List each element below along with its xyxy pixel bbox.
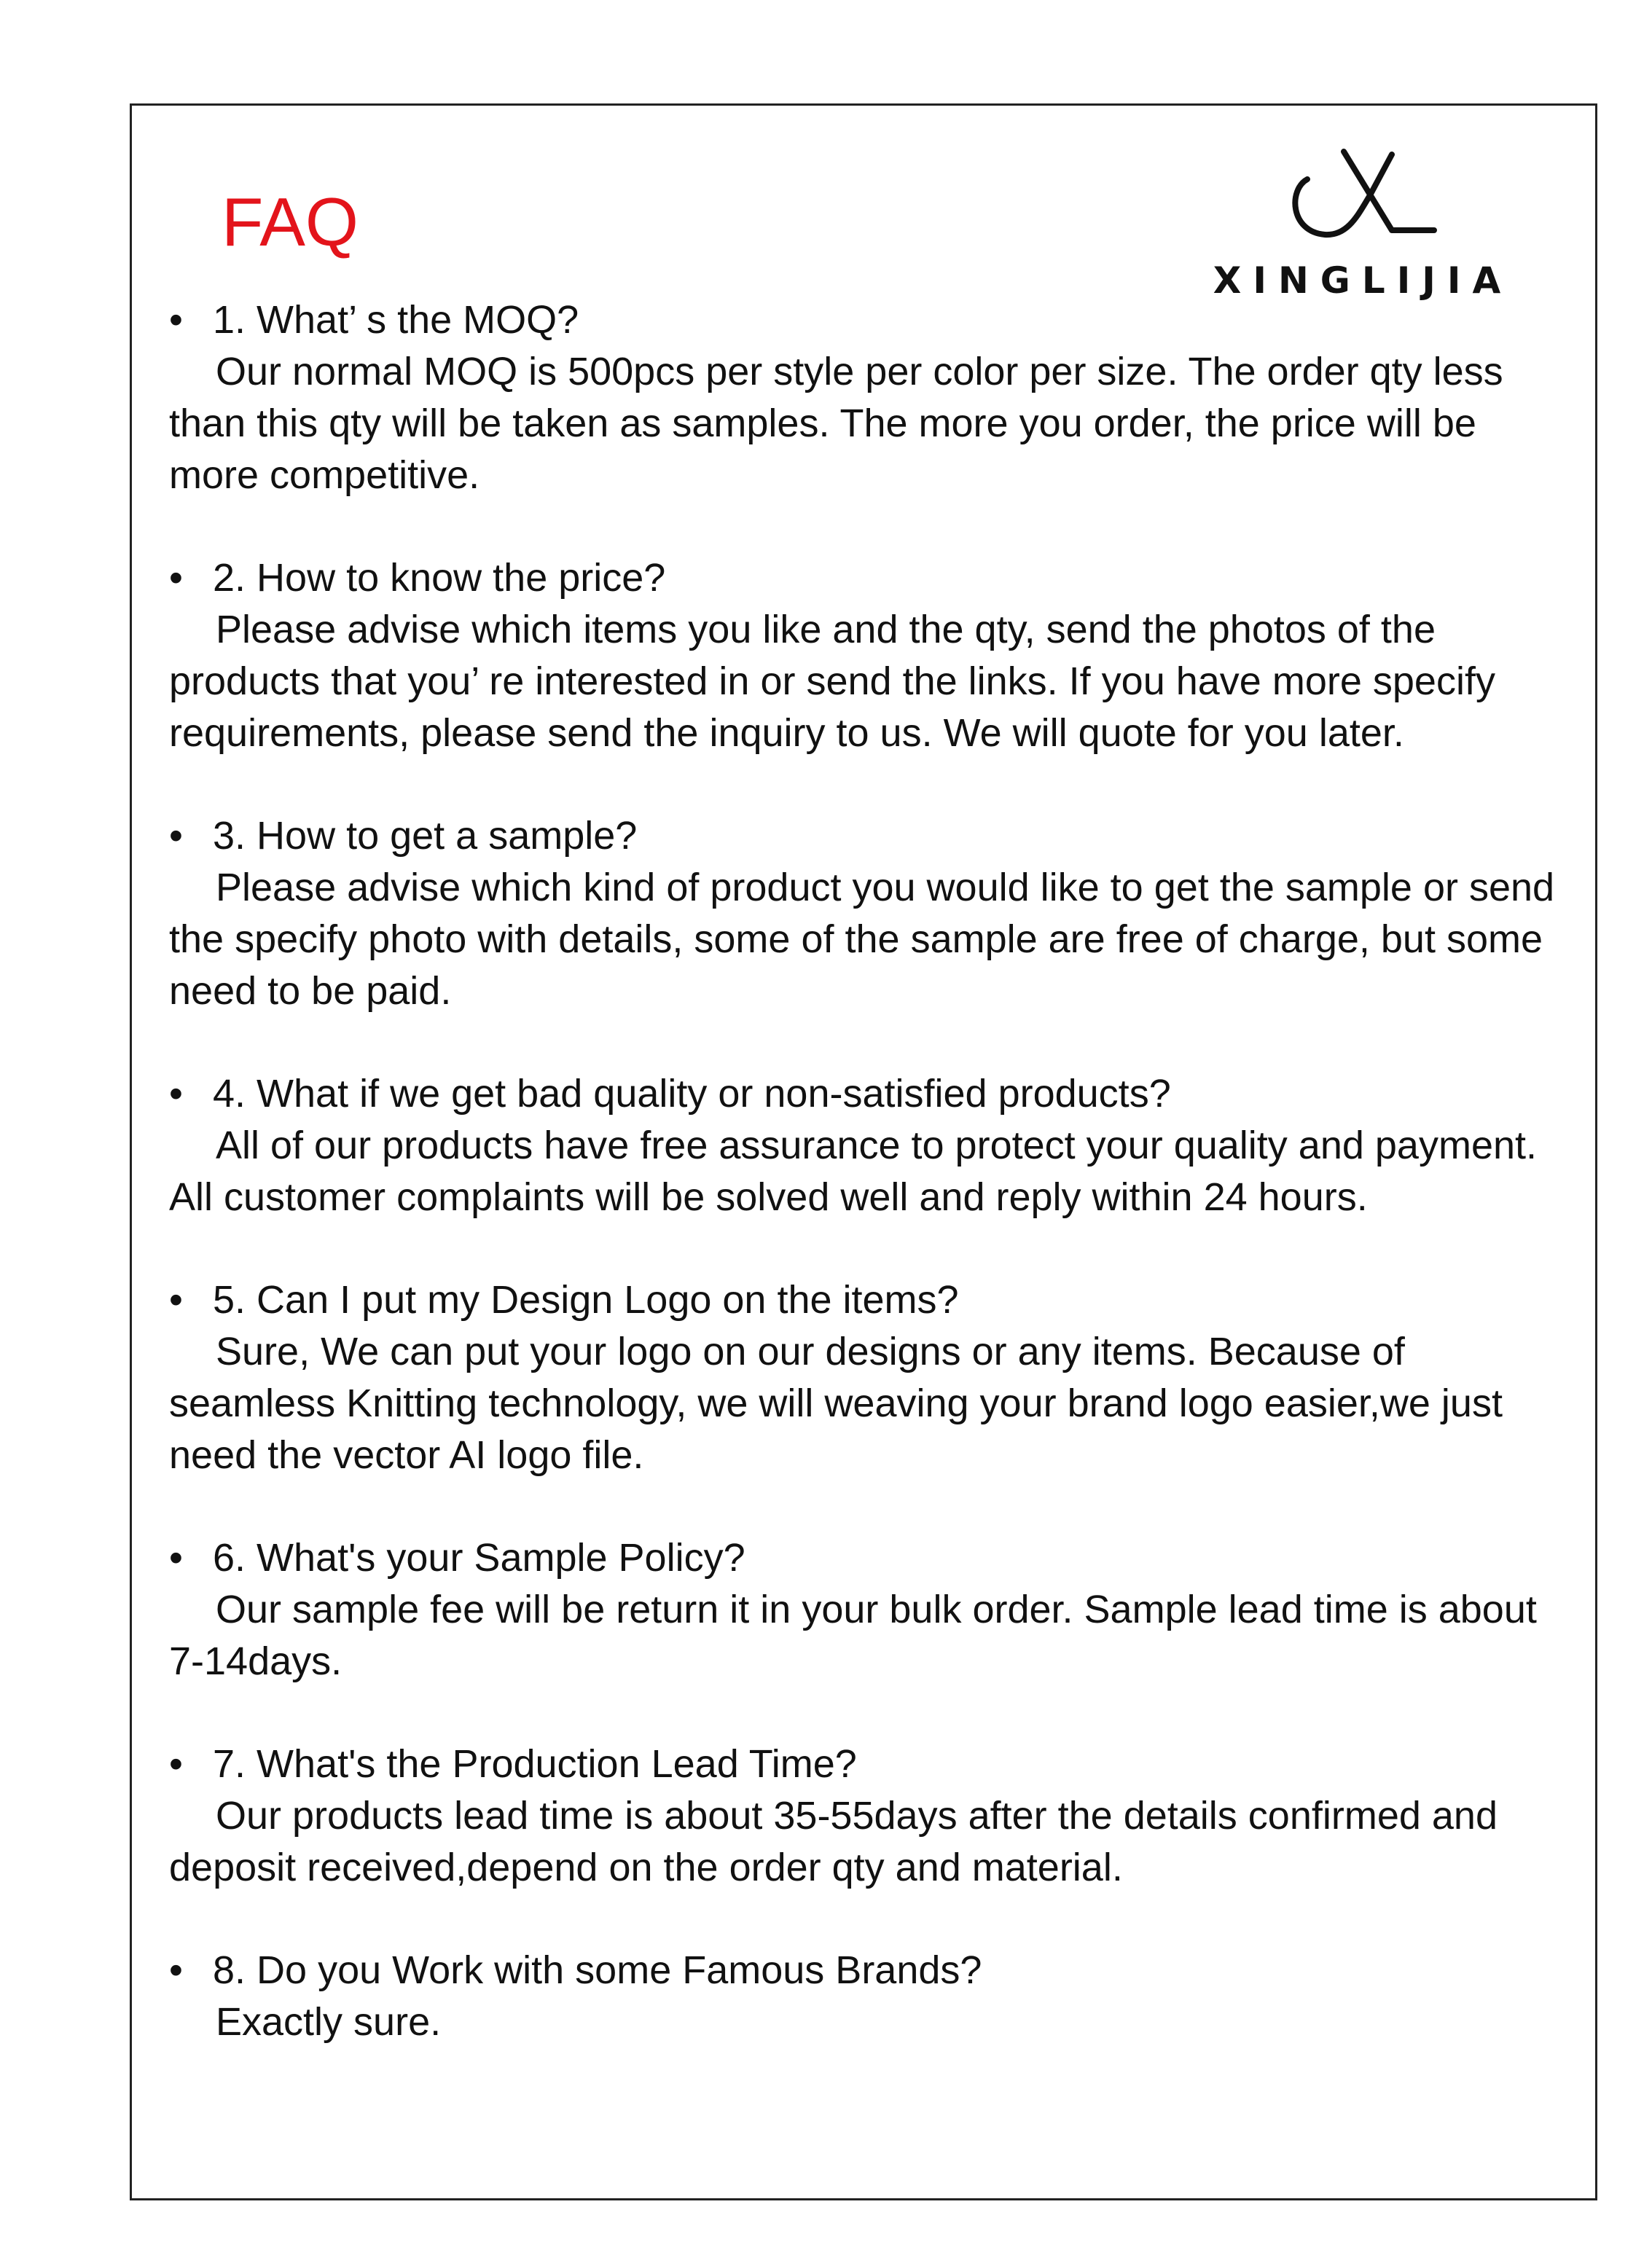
bullet: • (169, 1278, 183, 1322)
faq-question (169, 1068, 1568, 1120)
faq-answer: Please advise which kind of product you would like to get the sample or send the specify photo with details, some of the sample are free of charge, but some need to be paid. (169, 866, 1555, 1013)
faq-answer: Our products lead time is about 35-55days after the details confirmed and deposit received,depend on the order qty and material. (169, 1794, 1498, 1889)
faq-item-1 (169, 294, 1568, 501)
bullet: • (169, 298, 183, 342)
logo-wordmark: XINGLIJIA (1213, 259, 1513, 302)
faq-item-7 (169, 1738, 1568, 1894)
faq-item-2 (169, 552, 1568, 759)
bullet: • (169, 814, 183, 858)
question-text: 7. What's the Production Lead Time? (213, 1742, 857, 1786)
faq-question (169, 1274, 1568, 1326)
bullet: • (169, 1072, 183, 1116)
question-text: 2. How to know the price? (213, 556, 666, 600)
faq-answer: Sure, We can put your logo on our designs or any items. Because of seamless Knitting technology, we will weaving your brand logo easier,we just need the vector AI logo file. (169, 1330, 1503, 1477)
brand-logo (1210, 144, 1516, 312)
faq-question (169, 810, 1568, 862)
faq-item-5 (169, 1274, 1568, 1481)
question-text: 5. Can I put my Design Logo on the items? (213, 1278, 959, 1322)
faq-question (169, 294, 1568, 346)
faq-item-6 (169, 1532, 1568, 1687)
faq-answer: Our normal MOQ is 500pcs per style per color per size. The order qty less than this qty will be taken as samples. The more you order, the price will be more competitive. (169, 350, 1503, 497)
faq-list (169, 294, 1568, 2099)
question-text: 3. How to get a sample? (213, 814, 638, 858)
faq-item-4 (169, 1068, 1568, 1223)
faq-question (169, 1738, 1568, 1790)
faq-question (169, 552, 1568, 604)
question-text: 4. What if we get bad quality or non-satisfied products? (213, 1072, 1171, 1116)
faq-answer: Exactly sure. (216, 2000, 442, 2044)
faq-question (169, 1945, 1568, 1996)
faq-answer: All of our products have free assurance to protect your quality and payment. All customer complaints will be solved well and reply within 24 hours. (169, 1124, 1538, 1219)
faq-answer: Please advise which items you like and the qty, send the photos of the products that you’ re interested in or send the links. If you have more specify requirements, please send the inquiry to us. We will quote for you later. (169, 608, 1495, 755)
faq-item-8 (169, 1945, 1568, 2048)
question-text: 6. What's your Sample Policy? (213, 1536, 745, 1580)
page-title: FAQ (222, 184, 359, 260)
bullet: • (169, 1742, 183, 1786)
faq-question (169, 1532, 1568, 1584)
bullet: • (169, 556, 183, 600)
faq-item-3 (169, 810, 1568, 1017)
faq-answer: Our sample fee will be return it in your bulk order. Sample lead time is about 7-14days. (169, 1588, 1537, 1683)
bullet: • (169, 1536, 183, 1580)
logo-mark-icon (1283, 144, 1443, 246)
bullet: • (169, 1948, 183, 1992)
question-text: 1. What’ s the MOQ? (213, 298, 579, 342)
question-text: 8. Do you Work with some Famous Brands? (213, 1948, 982, 1992)
